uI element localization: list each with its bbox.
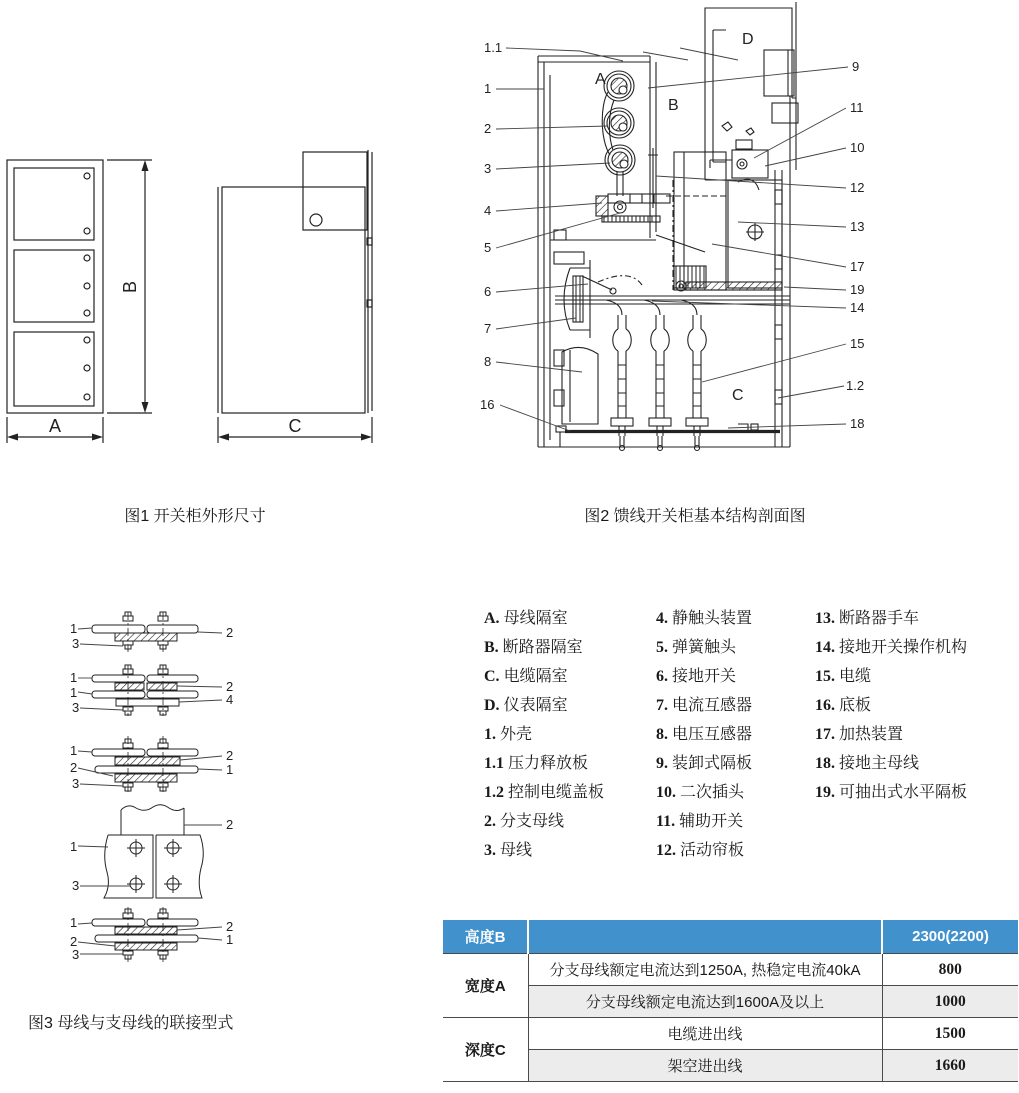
legend-column-2 <box>656 604 752 865</box>
legend-item: 2. 分支母线 <box>484 813 565 830</box>
callout-label: 15 <box>850 336 865 351</box>
compartment-label-b: B <box>668 97 679 114</box>
legend-item: 14. 接地开关操作机构 <box>815 639 968 656</box>
callout-label: 1.1 <box>484 40 503 55</box>
callout-label: 19 <box>850 282 865 297</box>
callout-label: 2 <box>70 760 78 775</box>
legend-item: 16. 底板 <box>815 697 872 714</box>
table-row <box>443 954 1018 986</box>
callout-label: 3 <box>72 636 80 651</box>
figure1-caption: 图1 开关柜外形尺寸 <box>124 508 266 525</box>
callout-label: 1 <box>484 81 492 96</box>
legend-item: B. 断路器隔室 <box>484 639 583 656</box>
legend-item: 3. 母线 <box>484 842 533 859</box>
callout-label: 7 <box>484 321 492 336</box>
legend-item: 12. 活动帘板 <box>656 842 745 859</box>
legend-item: 9. 装卸式隔板 <box>656 755 753 772</box>
callout-label: 4 <box>226 692 234 707</box>
legend-column-1 <box>484 604 604 865</box>
legend-item: 7. 电流互感器 <box>656 697 753 714</box>
callout-label: 4 <box>484 203 492 218</box>
figure1-drawing <box>0 140 400 460</box>
figure3-drawing <box>30 610 310 1005</box>
callout-label: 2 <box>226 679 234 694</box>
legend-item: 5. 弹簧触头 <box>656 639 737 656</box>
callout-label: 1 <box>226 932 234 947</box>
header-value-cell: 2300(2200) <box>882 920 1018 954</box>
callout-label: 1 <box>70 670 78 685</box>
callout-label: 2 <box>226 817 234 832</box>
callout-label: 2 <box>226 625 234 640</box>
legend-item: 18. 接地主母线 <box>815 755 920 772</box>
legend-item: 1. 外壳 <box>484 726 533 743</box>
legend-item: 1.2 控制电缆盖板 <box>484 784 605 801</box>
dimensions-table <box>443 920 1018 1082</box>
header-desc-cell <box>528 920 882 954</box>
legend-item: 13. 断路器手车 <box>815 610 920 627</box>
dim-label-a: A <box>48 416 62 436</box>
callout-label: 2 <box>70 934 78 949</box>
dim-label-b: B <box>120 280 140 294</box>
row-label-cell: 宽度A <box>443 954 528 1018</box>
legend-item: 19. 可抽出式水平隔板 <box>815 784 968 801</box>
callout-label: 1 <box>70 621 78 636</box>
row-desc-cell: 分支母线额定电流达到1250A, 热稳定电流40kA <box>528 954 882 986</box>
legend-item: 8. 电压互感器 <box>656 726 753 743</box>
table-row <box>443 1050 1018 1082</box>
callout-label: 13 <box>850 219 865 234</box>
callout-label: 2 <box>484 121 492 136</box>
callout-label: 12 <box>850 180 865 195</box>
table-row <box>443 986 1018 1018</box>
callout-label: 1 <box>70 685 78 700</box>
table-row <box>443 1018 1018 1050</box>
row-desc-cell: 架空进出线 <box>528 1050 882 1082</box>
callout-label: 14 <box>850 300 865 315</box>
callout-label: 3 <box>72 947 80 962</box>
legend-item: 4. 静触头装置 <box>656 610 753 627</box>
compartment-label-d: D <box>742 31 754 48</box>
row-desc-cell: 分支母线额定电流达到1600A及以上 <box>528 986 882 1018</box>
callout-label: 18 <box>850 416 865 431</box>
legend-item: D. 仪表隔室 <box>484 697 568 714</box>
callout-label: 10 <box>850 140 865 155</box>
compartment-label-a: A <box>595 71 606 88</box>
legend-item: 6. 接地开关 <box>656 668 737 685</box>
figure2-drawing <box>470 0 890 480</box>
callout-label: 2 <box>226 748 234 763</box>
dim-label-c: C <box>288 416 302 436</box>
figure3-caption: 图3 母线与支母线的联接型式 <box>28 1015 234 1032</box>
legend-item: A. 母线隔室 <box>484 610 568 627</box>
callout-label: 16 <box>480 397 495 412</box>
callout-label: 1 <box>226 762 234 777</box>
table-header-row <box>443 920 1018 954</box>
legend-item: 11. 辅助开关 <box>656 813 744 830</box>
legend-item: 17. 加热装置 <box>815 726 904 743</box>
row-label-cell: 深度C <box>443 1018 528 1082</box>
callout-label: 1 <box>70 839 78 854</box>
row-value-cell: 1500 <box>882 1018 1018 1050</box>
callout-label: 3 <box>72 776 80 791</box>
callout-label: 1 <box>70 743 78 758</box>
callout-label: 9 <box>852 59 860 74</box>
callout-label: 2 <box>226 919 234 934</box>
callout-label: 11 <box>850 100 864 115</box>
legend-item: 15. 电缆 <box>815 668 872 685</box>
row-desc-cell: 电缆进出线 <box>528 1018 882 1050</box>
callout-label: 3 <box>484 161 492 176</box>
callout-label: 3 <box>72 700 80 715</box>
header-label-cell: 高度B <box>443 920 528 954</box>
legend-column-3 <box>815 604 967 807</box>
figure2-caption: 图2 馈线开关柜基本结构剖面图 <box>584 508 806 525</box>
callout-label: 1 <box>70 915 78 930</box>
callout-label: 6 <box>484 284 492 299</box>
callout-label: 1.2 <box>846 378 865 393</box>
callout-label: 17 <box>850 259 865 274</box>
compartment-label-c: C <box>732 387 744 404</box>
legend-item: 10. 二次插头 <box>656 784 745 801</box>
legend-item: C. 电缆隔室 <box>484 668 568 685</box>
legend-item: 1.1 压力释放板 <box>484 755 589 772</box>
callout-label: 5 <box>484 240 492 255</box>
callout-label: 8 <box>484 354 492 369</box>
callout-label: 3 <box>72 878 80 893</box>
row-value-cell: 800 <box>882 954 1018 986</box>
row-value-cell: 1660 <box>882 1050 1018 1082</box>
row-value-cell: 1000 <box>882 986 1018 1018</box>
